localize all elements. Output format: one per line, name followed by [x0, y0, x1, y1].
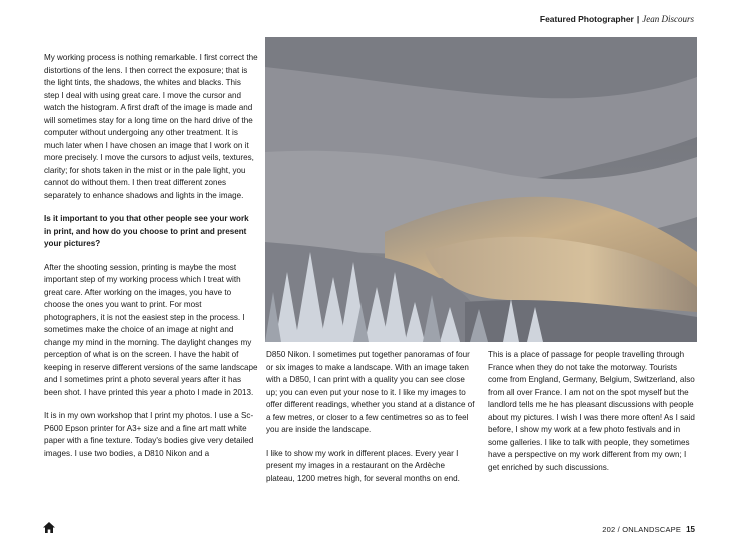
- paragraph: D850 Nikon. I sometimes put together panoramas of four or six images to make a landscape. With an image taken with a D850, I can print with a quality you can see close up; you can even put your nose to it. I like my images to offer different readings, whether you stand at a distance of a few metres, or closer to a few centimetres so as to feel you are inside the landscape.: [266, 350, 475, 434]
- text-column-2: [266, 349, 475, 496]
- page-number: 15: [686, 525, 695, 534]
- text-column-1: [44, 52, 258, 471]
- paragraph: My working process is nothing remarkable. I first correct the distortions of the lens. I then correct the exposure; that is the light tints, the shadows, the whites and blacks. This step I deal with using great care. I move the cursor and watch the histogram. A first draft of the image is made and will sometimes stay for a long time on the hard drive of the computer without undergoing any other treatment. It is much later when I have chosen an image that I work on it more precisely. I move the cursors to adjust veils, textures, clarity; for shots taken in the mist or in the pale light, you cannot do without them. I then treat different zones separately to enhance shadows and lights in the image.: [44, 53, 258, 200]
- header-separator: |: [636, 14, 640, 24]
- running-header: [540, 14, 694, 24]
- paragraph: This is a place of passage for people travelling through France when they do not take the motorway. Tourists come from England, Germany, Belgium, Switzerland, also from all over France. I am not on the spot myself but the landlord tells me he has pleasant discussions with people about my pictures. I wish I was there more often! As I said before, I show my work at a few photo festivals and in some galleries. I like to talk with people, they sometimes have a perspective on my work different from my own; I get enriched by such discussions.: [488, 350, 695, 472]
- magazine-issue: 202 / ONLANDSCAPE: [602, 525, 682, 534]
- landscape-photo: [265, 37, 697, 342]
- section-title: Featured Photographer: [539, 14, 634, 24]
- paragraph: It is in my own workshop that I print my photos. I use a Sc-P600 Epson printer for A3+ size and a fine art matt white paper with a fine texture. Today's bodies give very detailed images. I use two bodies, a D810 Nikon and a: [44, 411, 254, 458]
- page-footer: [602, 525, 695, 534]
- text-column-3: [488, 349, 698, 485]
- paragraph: I like to show my work in different places. Every year I present my images in a restaurant on the Ardèche plateau, 1200 metres high, for several months on end.: [266, 448, 460, 483]
- photographer-name: Jean Discours: [642, 14, 694, 24]
- paragraph: After the shooting session, printing is maybe the most important step of my working process which I treat with great care. After working on the images, you have to choose the ones you want to print. For most photographers, it is not the easiest step in the process. I sometimes make the choice of an image at night and change my mind in the morning. The daylight changes my perception of what is on the screen. I have the habit of keeping in reserve different versions of the same landscape and I sometimes print a photo several years after it has been shot. I have printed this year a photo I made in 2013.: [44, 262, 258, 397]
- interview-question: Is it important to you that other people see your work in print, and how do you choose to print and present your pictures?: [44, 214, 249, 248]
- house-icon: [43, 522, 55, 533]
